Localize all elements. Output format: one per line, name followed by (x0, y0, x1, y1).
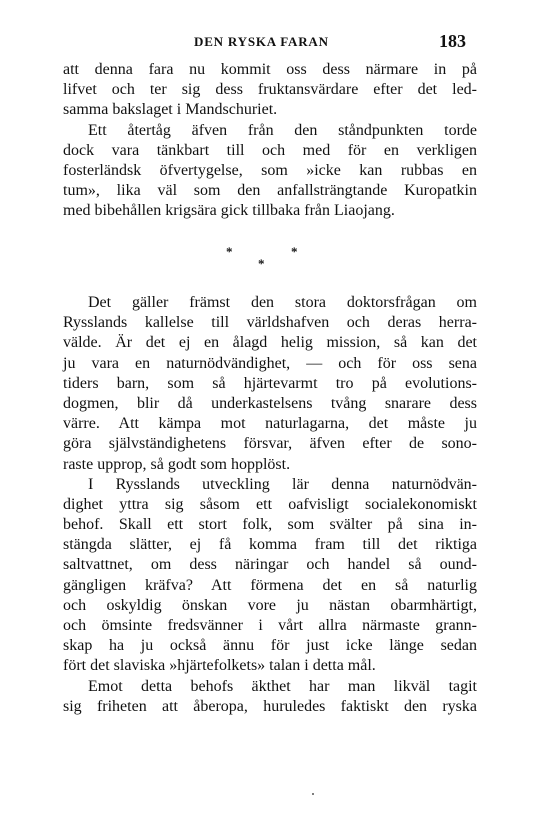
paragraph-block-top (63, 60, 477, 222)
paragraph-block-bottom (63, 293, 477, 717)
text-line: dighet yttra sig såsom ett oafvisligt socialekonomiskt (63, 495, 477, 513)
text-line: skap ha ju också ännu för just icke länge sedan (63, 637, 477, 655)
text-line: stängda slätter, ej få komma fram till det riktiga (63, 536, 477, 554)
running-head (0, 31, 560, 54)
text-line: Ett återtåg äfven från den ståndpunkten torde (88, 121, 477, 139)
text-line: tum», lika väl som den anfallsträngtande Kuropatkin (63, 182, 477, 200)
asterisk: * (258, 256, 265, 271)
text-line: saltvattnet, om dess näringar och handel så ound- (63, 556, 477, 574)
text-line: dock vara tänkbart till och med för en verkligen (63, 141, 477, 159)
running-title: DEN RYSKA FARAN (194, 34, 329, 49)
text-line: välde. Är det ej en ålagd helig mission, så kan det (63, 334, 477, 352)
text-line: ju vara en naturnödvändighet, — och för oss sena (63, 354, 477, 372)
asterisk: * (291, 244, 298, 259)
text-line: fosterländsk öfvertygelse, som »icke kan rubbas en (63, 161, 477, 179)
text-line: med bibehållen krigsära gick tillbaka från Liaojang. (63, 202, 395, 220)
print-speck (312, 793, 314, 795)
text-line: I Rysslands utveckling lär denna naturnödvän- (88, 475, 477, 493)
text-line: sig friheten att åberopa, huruledes faktiskt den ryska (63, 697, 477, 715)
text-line: raste upprop, så godt som hopplöst. (63, 455, 291, 473)
asterisk: * (226, 244, 233, 259)
text-line: Rysslands kallelse till världshafven och deras herra- (63, 314, 477, 332)
text-line: samma bakslaget i Mandschuriet. (63, 101, 278, 119)
text-line: och ömsinte fredsvänner i vårt allra närmaste grann- (63, 617, 477, 634)
section-divider (0, 244, 560, 271)
text-line: dogmen, blir då underkastelsens tvång snarare dess (63, 394, 477, 412)
text-line: behof. Skall ett stort folk, som svälter på sina in- (63, 516, 477, 534)
page-number: 183 (439, 31, 466, 51)
text-line: lifvet och ter sig dess fruktansvärdare efter det led- (63, 81, 477, 99)
text-line: Det gäller främst den stora doktorsfrågan om (88, 294, 477, 311)
text-line: Emot detta behofs äkthet har man likväl tagit (88, 677, 477, 695)
text-line: göra självständighetens försvar, äfven efter de sono- (63, 435, 477, 453)
text-line: fört det slaviska »hjärtefolkets» talan i detta mål. (63, 657, 376, 675)
text-line: tiders barn, som så hjärtevarmt tro på evolutions- (63, 374, 477, 392)
text-line: värre. Att kämpa mot naturlagarna, det måste ju (63, 415, 477, 433)
text-line: och oskyldig önskan vore ju nästan obarmhärtigt, (63, 596, 477, 614)
text-line: att denna fara nu kommit oss dess närmare in på (63, 61, 477, 78)
text-line: gängligen kräfva? Att förmena det en så naturlig (63, 576, 477, 594)
